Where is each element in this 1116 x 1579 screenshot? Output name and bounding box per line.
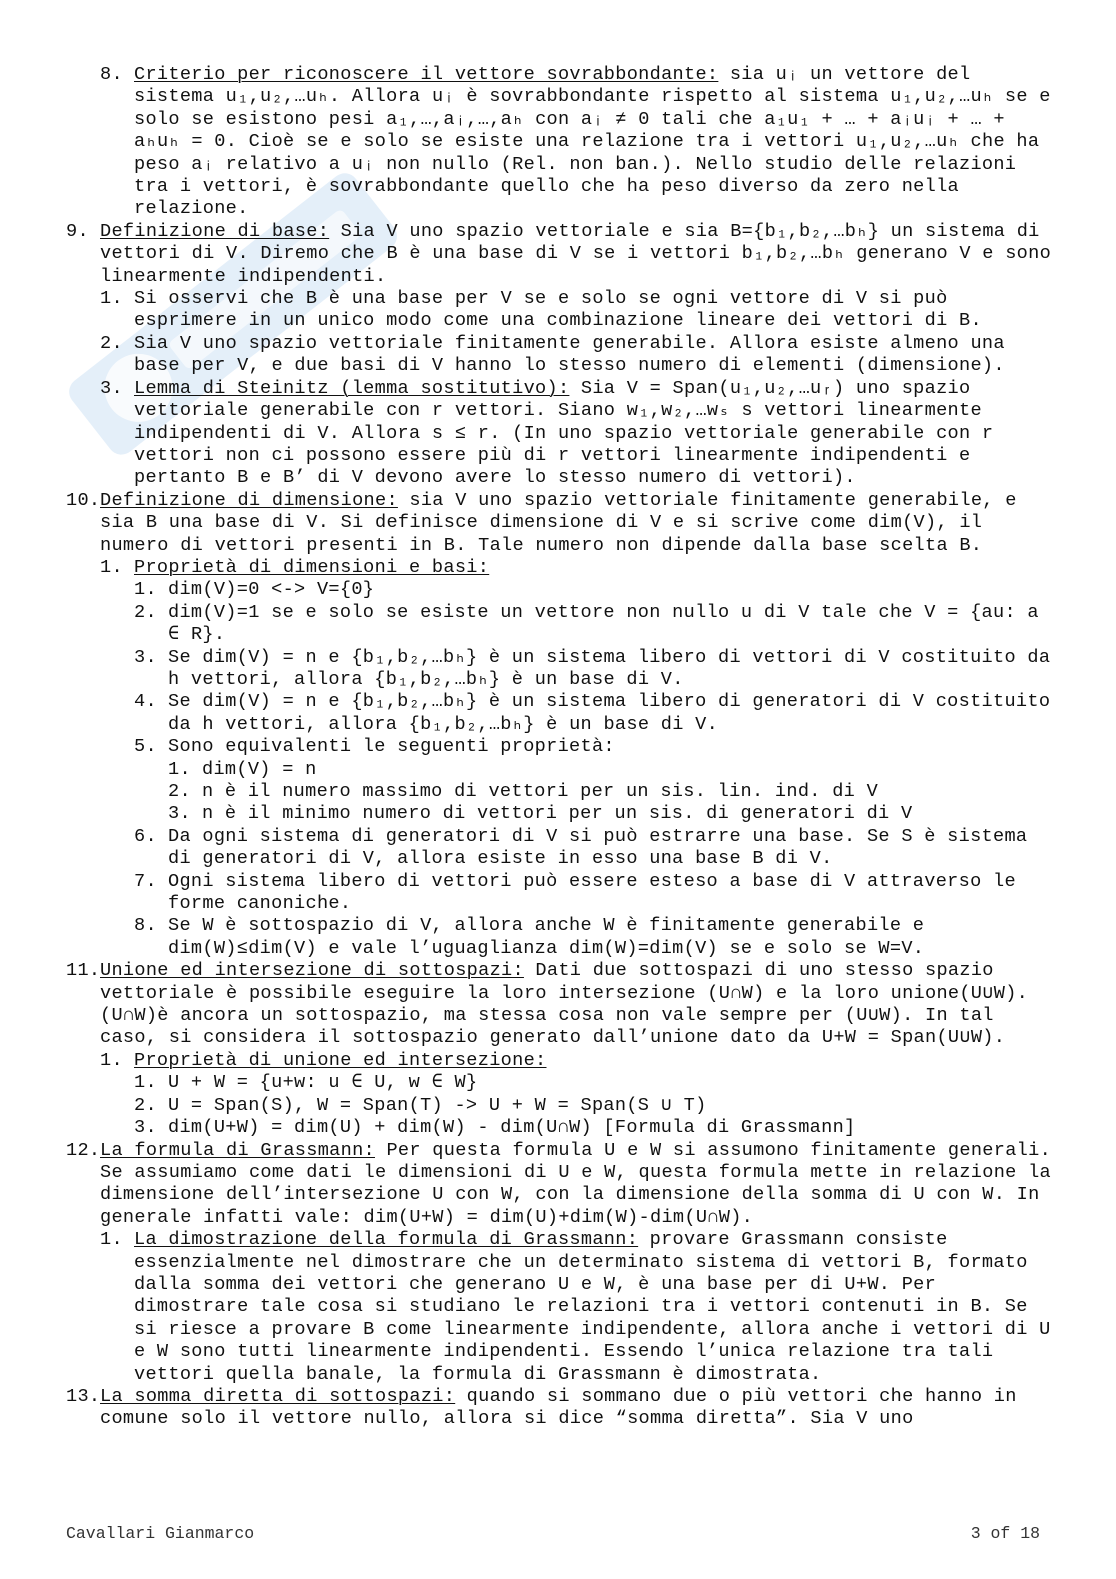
item-text [134,1229,1052,1386]
item-number: 3. [168,803,203,825]
item-number: 11. [66,960,101,982]
item-number: 1. [168,758,203,780]
item-body: sia V uno spazio vettoriale finitamente generabile, e sia B una base di V. Si definisce dimensione di V e si scrive come dim(V), il numero di vettori presenti in B. Tale numero non dipende dalla base scelta B. [100,489,1017,556]
item-heading: Lemma di Steinitz (lemma sostitutivo): [134,377,570,399]
item-text [134,64,1052,221]
list-item [66,1229,1052,1386]
item-text [168,826,1052,871]
item-number: 1. [100,288,135,310]
item-heading: Definizione di dimensione: [100,489,398,511]
list-item [66,333,1052,378]
item-body: sia uᵢ un vettore del sistema u₁,u₂,…uₕ. Allora uᵢ è sovrabbondante rispetto al sistema u₁,u₂,…uₕ se e solo se esistono pesi a₁,…,aᵢ,…,aₕ con aᵢ ≠ 0 tali che a₁u₁ + … + aᵢuᵢ + … + aₕuₕ = 0. Cioè se e solo se esiste una relazione tra i vettori u₁,u₂,…uₕ che ha peso aᵢ relativo a uᵢ non nullo (Rel. non ban.). Nello studio delle relazioni tra i vettori, è sovrabbondante quello che ha peso diverso da zero nella relazione. [134,64,1051,220]
item-body: n è il numero massimo di vettori per un sis. lin. ind. di V [202,781,879,802]
list-item [66,221,1052,288]
list-item [66,1140,1052,1230]
document-body [66,64,1052,1431]
item-number: 1. [100,556,135,578]
list-item [66,1050,1052,1072]
item-body: Sono equivalenti le seguenti proprietà: [168,736,615,758]
item-body: Se dim(V) = n e {b₁,b₂,…bₕ} è un sistema libero di generatori di V costituito da h vettori, allora {b₁,b₂,…bₕ} è un base di V. [168,691,1051,735]
item-number: 7. [134,870,169,892]
item-text [100,221,1052,288]
item-text [202,781,1052,803]
item-body: provare Grassmann consiste essenzialmente nel dimostrare che un determinato sistema di vettori B, formato dalla somma dei vettori che generano U e W, è una base per di U+W. Per dimostrare tale cosa si studiano le relazioni tra i vettori contenuti in B. Se si riesce a provare B come linearmente indipendente, allora anche i vettori di U e W sono tutti linearmente indipendenti. Essendo l’unica relazione tra tali vettori quella banale, la formula di Grassmann è dimostrata. [134,1229,1051,1385]
item-body: Da ogni sistema di generatori di V si può estrarre una base. Se S è sistema di generatori di V, allora esiste in esso una base B di V. [168,825,1028,870]
item-body: Sia V uno spazio vettoriale e sia B={b₁,b₂,…bₕ} un sistema di vettori di V. Diremo che B è una base di V se i vettori b₁,b₂,…bₕ generano V e sono linearmente indipendenti. [100,220,1052,287]
item-text [168,579,1052,601]
item-heading: Proprietà di dimensioni e basi: [134,556,490,578]
item-number: 6. [134,825,169,847]
item-text [168,691,1052,736]
item-body: Per questa formula U e W si assumono finitamente generali. Se assumiamo come dati le dimensioni di U e W, questa formula mette in relazione la dimensione dell’intersezione U con W, con la dimensione della somma di U con W. In generale infatti vale: dim(U+W) = dim(U)+dim(W)-dim(U∩W). [100,1139,1052,1228]
list-item [66,490,1052,557]
list-item [66,915,1052,960]
item-number: 1. [134,579,169,601]
item-number: 5. [134,736,169,758]
item-number: 2. [168,781,203,802]
footer-page-number: 3 of 18 [970,1524,1040,1543]
item-body: n è il minimo numero di vettori per un sis. di generatori di V [202,803,913,825]
item-body: Se dim(V) = n e {b₁,b₂,…bₕ} è un sistema libero di vettori di V costituito da h vettori, allora {b₁,b₂,…bₕ} è un base di V. [168,646,1051,690]
item-text [134,333,1052,378]
item-number: 1. [100,1229,135,1251]
item-text [168,602,1052,647]
item-text [168,647,1052,692]
item-number: 12. [66,1139,101,1161]
item-number: 1. [134,1072,169,1094]
item-text [100,960,1052,1050]
item-body: dim(V)=0 <-> V={0} [168,579,375,601]
list-item [66,781,1052,803]
item-number: 9. [66,220,101,242]
item-heading: La somma diretta di sottospazi: [100,1385,456,1407]
item-text [168,1072,1052,1094]
item-number: 13. [66,1385,101,1407]
item-heading: Proprietà di unione ed intersezione: [134,1049,547,1071]
item-body: Sia V uno spazio vettoriale finitamente generabile. Allora esiste almeno una base per V, e due basi di V hanno lo stesso numero di elementi (dimensione). [134,332,1005,377]
item-heading: Definizione di base: [100,220,330,242]
item-body: Dati due sottospazi di uno stesso spazio vettoriale è possibile eseguire la loro intersezione (U∩W) e la loro unione(U∪W).(U∩W)è ancora un sottospazio, ma stessa cosa non vale sempre per (U∪W). In tal caso, si considera il sottospazio generato dall’unione dato da U+W = Span(U∪W). [100,960,1029,1049]
item-text [134,378,1052,490]
list-item [66,378,1052,490]
item-number: 2. [100,332,135,354]
item-body: Si osservi che B è una base per V se e solo se ogni vettore di V si può esprimere in un unico modo come una combinazione lineare dei vettori di B. [134,288,982,332]
item-text [100,1386,1052,1431]
item-number: 1. [100,1049,135,1071]
item-body: Se W è sottospazio di V, allora anche W è finitamente generabile e dim(W)≤dim(V) e vale l’uguaglianza dim(W)=dim(V) se e solo se W=V. [168,915,925,959]
item-heading: La formula di Grassmann: [100,1139,375,1161]
item-heading: Unione ed intersezione di sottospazi: [100,960,524,982]
item-body: Ogni sistema libero di vettori può essere esteso a base di V attraverso le forme canoniche. [168,870,1016,915]
list-item [66,64,1052,221]
item-text [168,736,1052,758]
item-body: U + W = {u+w: u ∈ U, w ∈ W} [168,1072,478,1094]
item-text [100,1140,1052,1230]
item-heading: Criterio per riconoscere il vettore sovrabbondante: [134,64,719,85]
item-text [168,1095,1052,1117]
item-body: dim(U+W) = dim(U) + dim(W) - dim(U∩W) [Formula di Grassmann] [168,1117,856,1139]
item-text [134,557,1052,579]
item-number: 4. [134,691,169,713]
item-heading: La dimostrazione della formula di Grassmann: [134,1229,639,1251]
list-item [66,1117,1052,1139]
item-number: 3. [134,1117,169,1139]
list-item [66,871,1052,916]
item-number: 8. [100,64,135,85]
item-body: quando si sommano due o più vettori che hanno in comune solo il vettore nullo, allora si dice “somma diretta”. Sia V uno [100,1385,1017,1430]
item-text [168,871,1052,916]
item-number: 2. [134,1094,169,1116]
item-text [202,759,1052,781]
list-item [66,759,1052,781]
list-item [66,602,1052,647]
list-item [66,736,1052,758]
list-item [66,647,1052,692]
item-text [168,1117,1052,1139]
item-number: 8. [134,915,169,937]
list-item [66,691,1052,736]
item-text [134,288,1052,333]
item-number: 3. [100,377,135,399]
item-number: 10. [66,489,101,511]
list-item [66,1386,1052,1431]
list-item [66,1072,1052,1094]
page-footer [66,1524,1040,1543]
item-text [202,803,1052,825]
list-item [66,579,1052,601]
list-item [66,803,1052,825]
item-text [100,490,1052,557]
item-body: U = Span(S), W = Span(T) -> U + W = Span(S ∪ T) [168,1094,707,1116]
footer-author: Cavallari Gianmarco [66,1524,255,1543]
list-item [66,288,1052,333]
item-body: dim(V)=1 se e solo se esiste un vettore non nullo u di V tale che V = {au: a ∈ R}. [168,601,1039,646]
item-body: dim(V) = n [202,758,317,780]
item-text [134,1050,1052,1072]
item-text [168,915,1052,960]
list-item [66,826,1052,871]
list-item [66,1095,1052,1117]
list-item [66,557,1052,579]
item-number: 3. [134,646,169,668]
list-item [66,960,1052,1050]
item-number: 2. [134,601,169,623]
item-body: Sia V = Span(u₁,u₂,…uᵣ) uno spazio vettoriale generabile con r vettori. Siano w₁,w₂,…wₛ s vettori linearmente indipendenti di V. Allora s ≤ r. (In uno spazio vettoriale generabile con r vettori non ci possono essere più di r vettori linearmente indipendenti e pertanto B e B’ di V devono avere lo stesso numero di vettori). [134,377,994,489]
